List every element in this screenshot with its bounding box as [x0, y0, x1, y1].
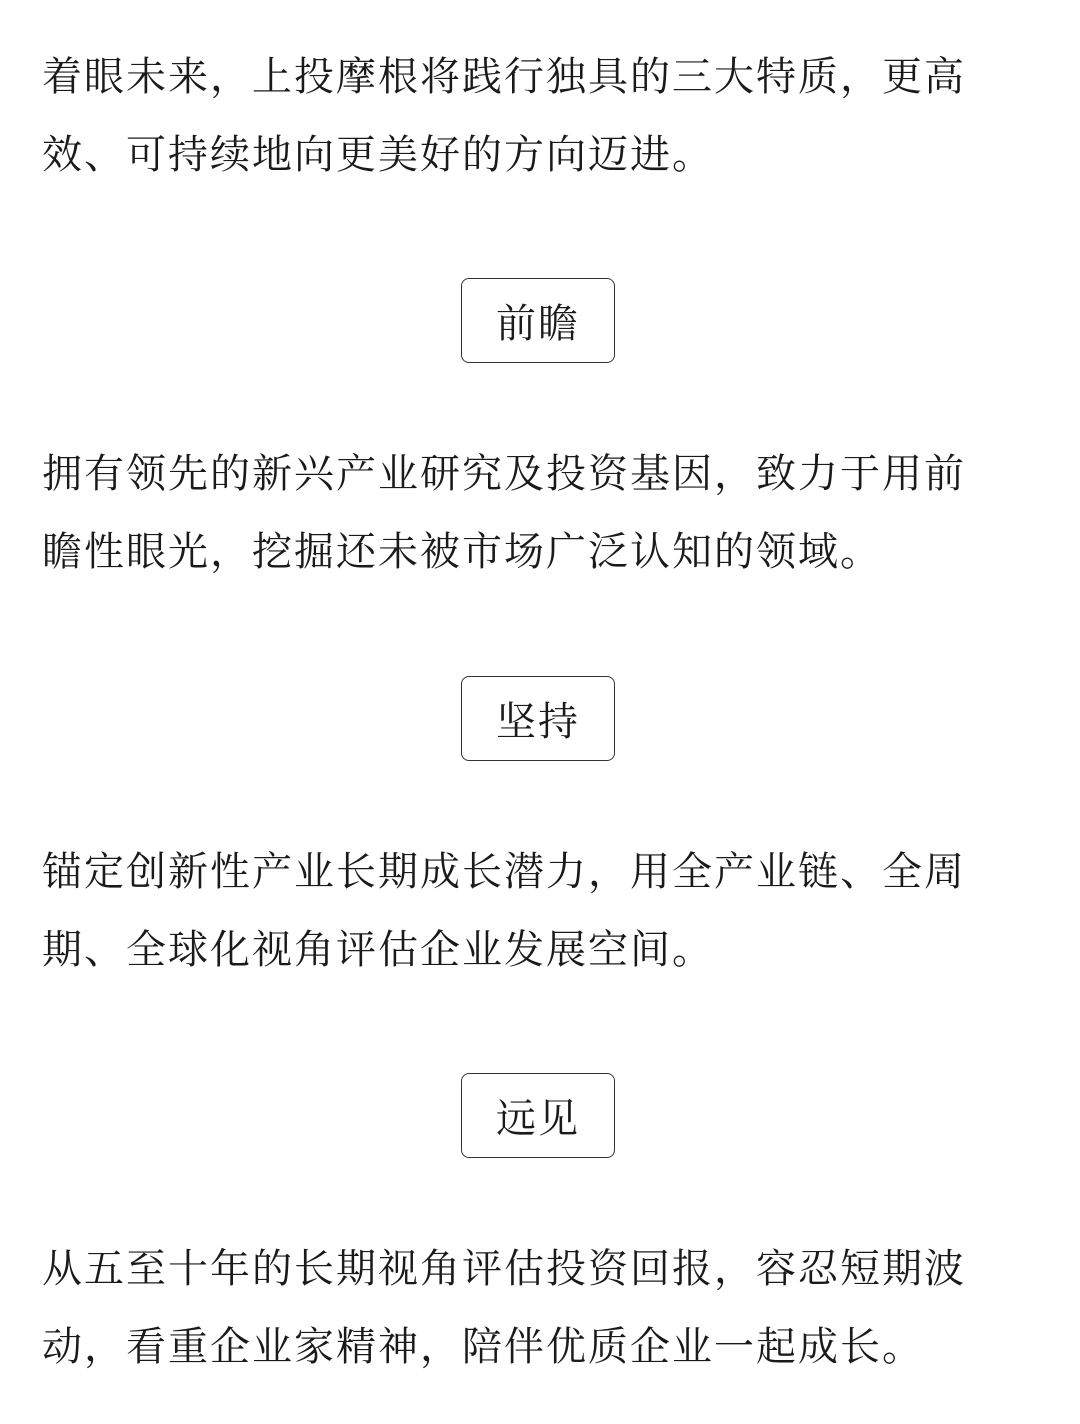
persistence-line-1: 锚定创新性产业长期成长潜力，用全产业链、全周 — [42, 849, 966, 895]
vision-paragraph — [42, 1230, 1042, 1386]
vision-line-1: 从五至十年的长期视角评估投资回报，容忍短期波 — [42, 1246, 966, 1292]
foresight-line-1: 拥有领先的新兴产业研究及投资基因，致力于用前 — [42, 451, 966, 497]
foresight-line-2: 瞻性眼光，挖掘还未被市场广泛认知的领域。 — [42, 529, 882, 575]
persistence-paragraph — [42, 833, 1042, 989]
persistence-line-2: 期、全球化视角评估企业发展空间。 — [42, 927, 714, 973]
intro-line-1: 着眼未来，上投摩根将践行独具的三大特质，更高 — [42, 54, 966, 100]
vision-line-2: 动，看重企业家精神，陪伴优质企业一起成长。 — [42, 1324, 924, 1370]
intro-paragraph — [42, 38, 1042, 194]
section-heading-foresight: 前瞻 — [461, 278, 615, 363]
foresight-paragraph — [42, 435, 1042, 591]
section-heading-persistence: 坚持 — [461, 676, 615, 761]
intro-line-2: 效、可持续地向更美好的方向迈进。 — [42, 132, 714, 178]
section-heading-vision: 远见 — [461, 1073, 615, 1158]
